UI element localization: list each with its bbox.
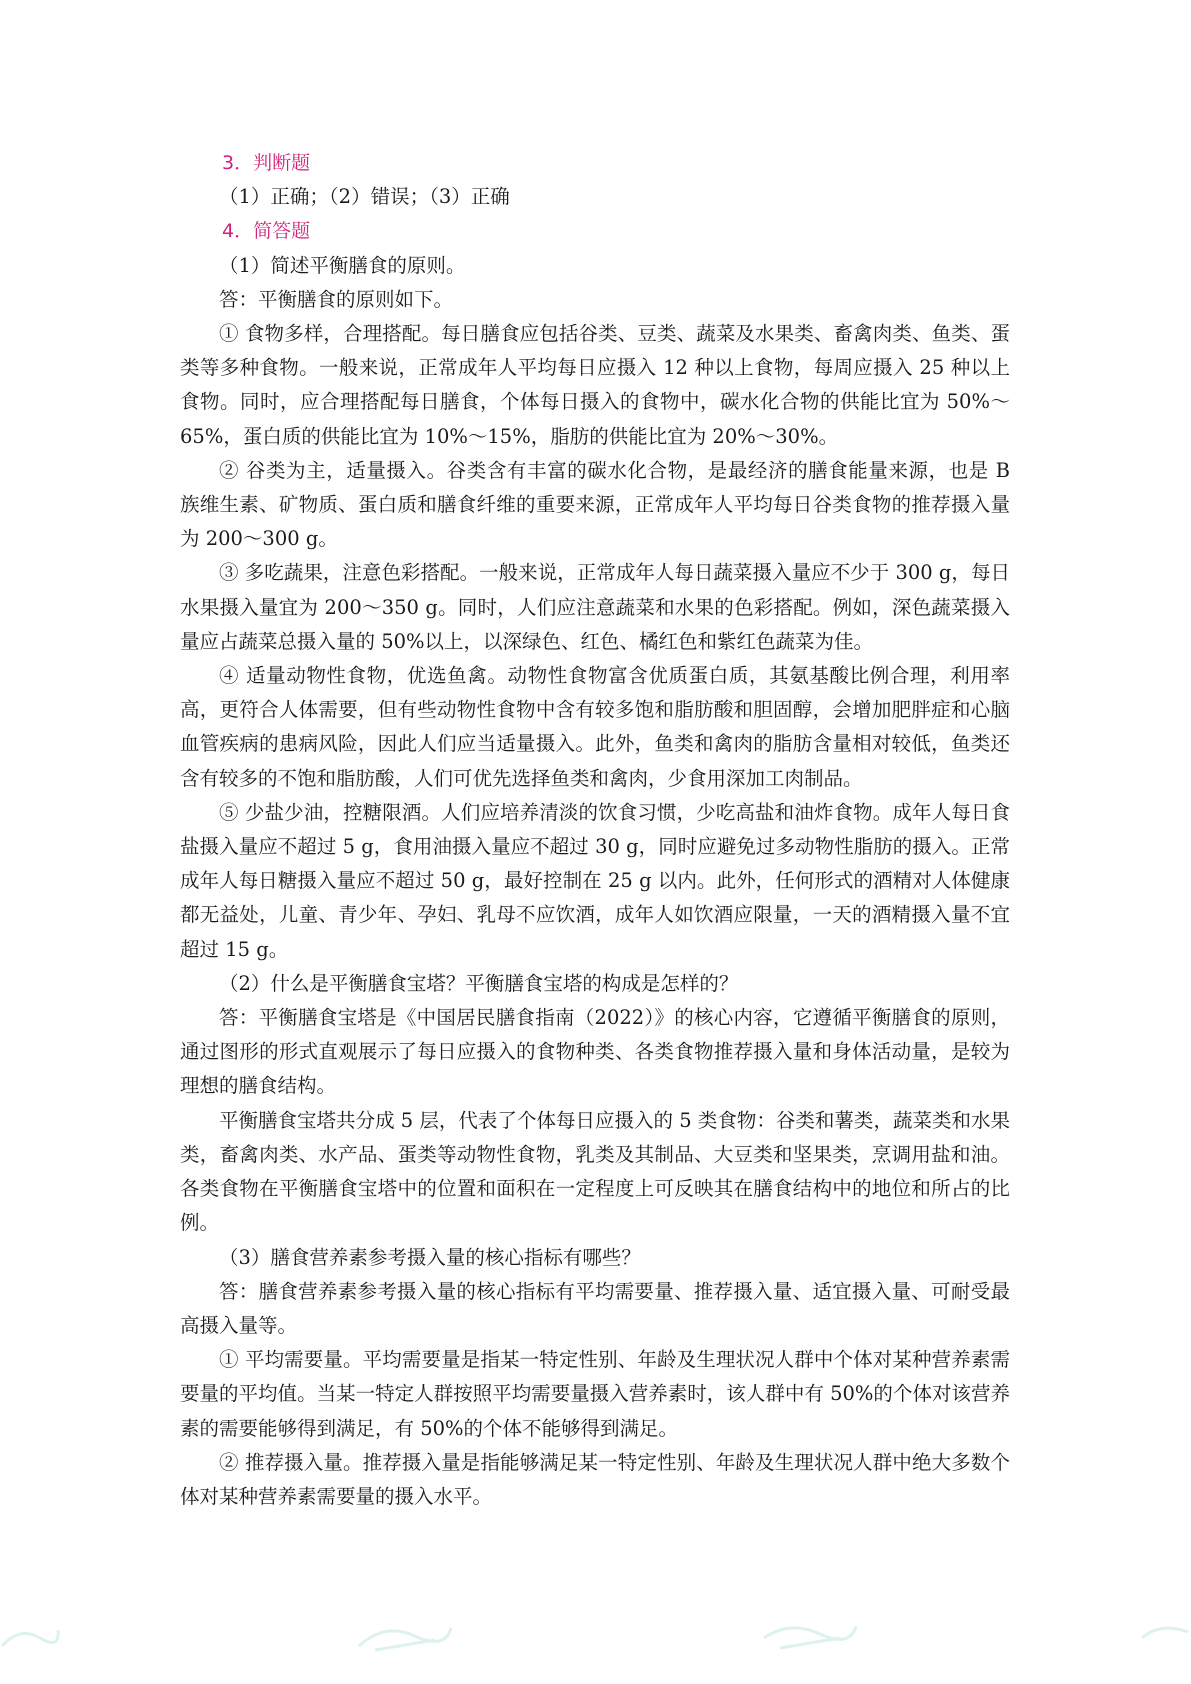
- section-heading-judge: 3．判断题: [222, 152, 311, 174]
- judge-answer: （1）正确；（2）错误；（3）正确: [219, 185, 510, 209]
- section-heading-short-answer: 4．简答题: [222, 220, 311, 243]
- answer-2-paragraph-2: 平衡膳食宝塔共分成 5 层，代表了个体每日应摄入的 5 类食物：谷类和薯类，蔬菜类和水果类，畜禽肉类、水产品、蛋类等动物性食物，乳类及其制品、大豆类和坚果类，烹调用盐和油。各类食物在平衡膳食宝塔中的位置和面积在一定程度上可反映其在膳食结构中的地位和所占的比例。: [180, 1108, 1010, 1235]
- question-1: （1）简述平衡膳食的原则。: [219, 253, 466, 277]
- answer-1-point-2: ② 谷类为主，适量摄入。谷类含有丰富的碳水化合物，是最经济的膳食能量来源，也是 B 族维生素、矿物质、蛋白质和膳食纤维的重要来源，正常成年人平均每日谷类食物的推荐摄入量为 200～300 g。: [180, 458, 1010, 551]
- answer-1-intro: 答：平衡膳食的原则如下。: [219, 287, 454, 311]
- answer-1-point-5: ⑤ 少盐少油，控糖限酒。人们应培养清淡的饮食习惯，少吃高盐和油炸食物。成年人每日食盐摄入量应不超过 5 g，食用油摄入量应不超过 30 g，同时应避免过多动物性脂肪的摄入。正常成年人每日糖摄入量应不超过 50 g，最好控制在 25 g 以内。此外，任何形式的酒精对人体健康都无益处，儿童、青少年、孕妇、乳母不应饮酒，成年人如饮酒应限量，一天的酒精摄入量不宜超过 15 g。: [180, 800, 1010, 961]
- watermark-logo-4: [1140, 1616, 1190, 1656]
- question-3: （3）膳食营养素参考摄入量的核心指标有哪些？: [219, 1245, 641, 1269]
- answer-3-point-2: ② 推荐摄入量。推荐摄入量是指能够满足某一特定性别、年龄及生理状况人群中绝大多数个体对某种营养素需要量的摄入水平。: [180, 1450, 1010, 1508]
- answer-3-paragraph-1: 答：膳食营养素参考摄入量的核心指标有平均需要量、推荐摄入量、适宜摄入量、可耐受最高摄入量等。: [180, 1279, 1010, 1337]
- watermark-logo-1: [0, 1616, 60, 1656]
- answer-1-point-1: ① 食物多样，合理搭配。每日膳食应包括谷类、豆类、蔬菜及水果类、畜禽肉类、鱼类、蛋类等多种食物。一般来说，正常成年人平均每日应摄入 12 种以上食物，每周应摄入 25 种以上食物。同时，应合理搭配每日膳食，个体每日摄入的食物中，碳水化合物的供能比宜为 50%～65%，蛋白质的供能比宜为 10%～15%，脂肪的供能比宜为 20%～30%。: [180, 322, 1010, 448]
- watermark-logo-3: [760, 1616, 860, 1656]
- question-2: （2）什么是平衡膳食宝塔？平衡膳食宝塔的构成是怎样的？: [219, 971, 739, 995]
- answer-3-point-1: ① 平均需要量。平均需要量是指某一特定性别、年龄及生理状况人群中个体对某种营养素需要量的平均值。当某一特定人群按照平均需要量摄入营养素时，该人群中有 50%的个体对该营养素的需要能够得到满足，有 50%的个体不能够得到满足。: [180, 1348, 1010, 1440]
- answer-1-point-4: ④ 适量动物性食物，优选鱼禽。动物性食物富含优质蛋白质，其氨基酸比例合理，利用率高，更符合人体需要，但有些动物性食物中含有较多饱和脂肪酸和胆固醇，会增加肥胖症和心脑血管疾病的患病风险，因此人们应当适量摄入。此外，鱼类和禽肉的脂肪含量相对较低，鱼类还含有较多的不饱和脂肪酸，人们可优先选择鱼类和禽肉，少食用深加工肉制品。: [180, 664, 1010, 790]
- answer-1-point-3: ③ 多吃蔬果，注意色彩搭配。一般来说，正常成年人每日蔬菜摄入量应不少于 300 g，每日水果摄入量宜为 200～350 g。同时，人们应注意蔬菜和水果的色彩搭配。例如，深色蔬菜摄入量应占蔬菜总摄入量的 50%以上，以深绿色、红色、橘红色和紫红色蔬菜为佳。: [180, 561, 1010, 653]
- page-content: [180, 146, 1010, 1514]
- watermark-logo-2: [355, 1616, 455, 1656]
- answer-2-paragraph-1: 答：平衡膳食宝塔是《中国居民膳食指南（2022）》的核心内容，它遵循平衡膳食的原则，通过图形的形式直观展示了每日应摄入的食物种类、各类食物推荐摄入量和身体活动量，是较为理想的膳食结构。: [180, 1006, 1010, 1098]
